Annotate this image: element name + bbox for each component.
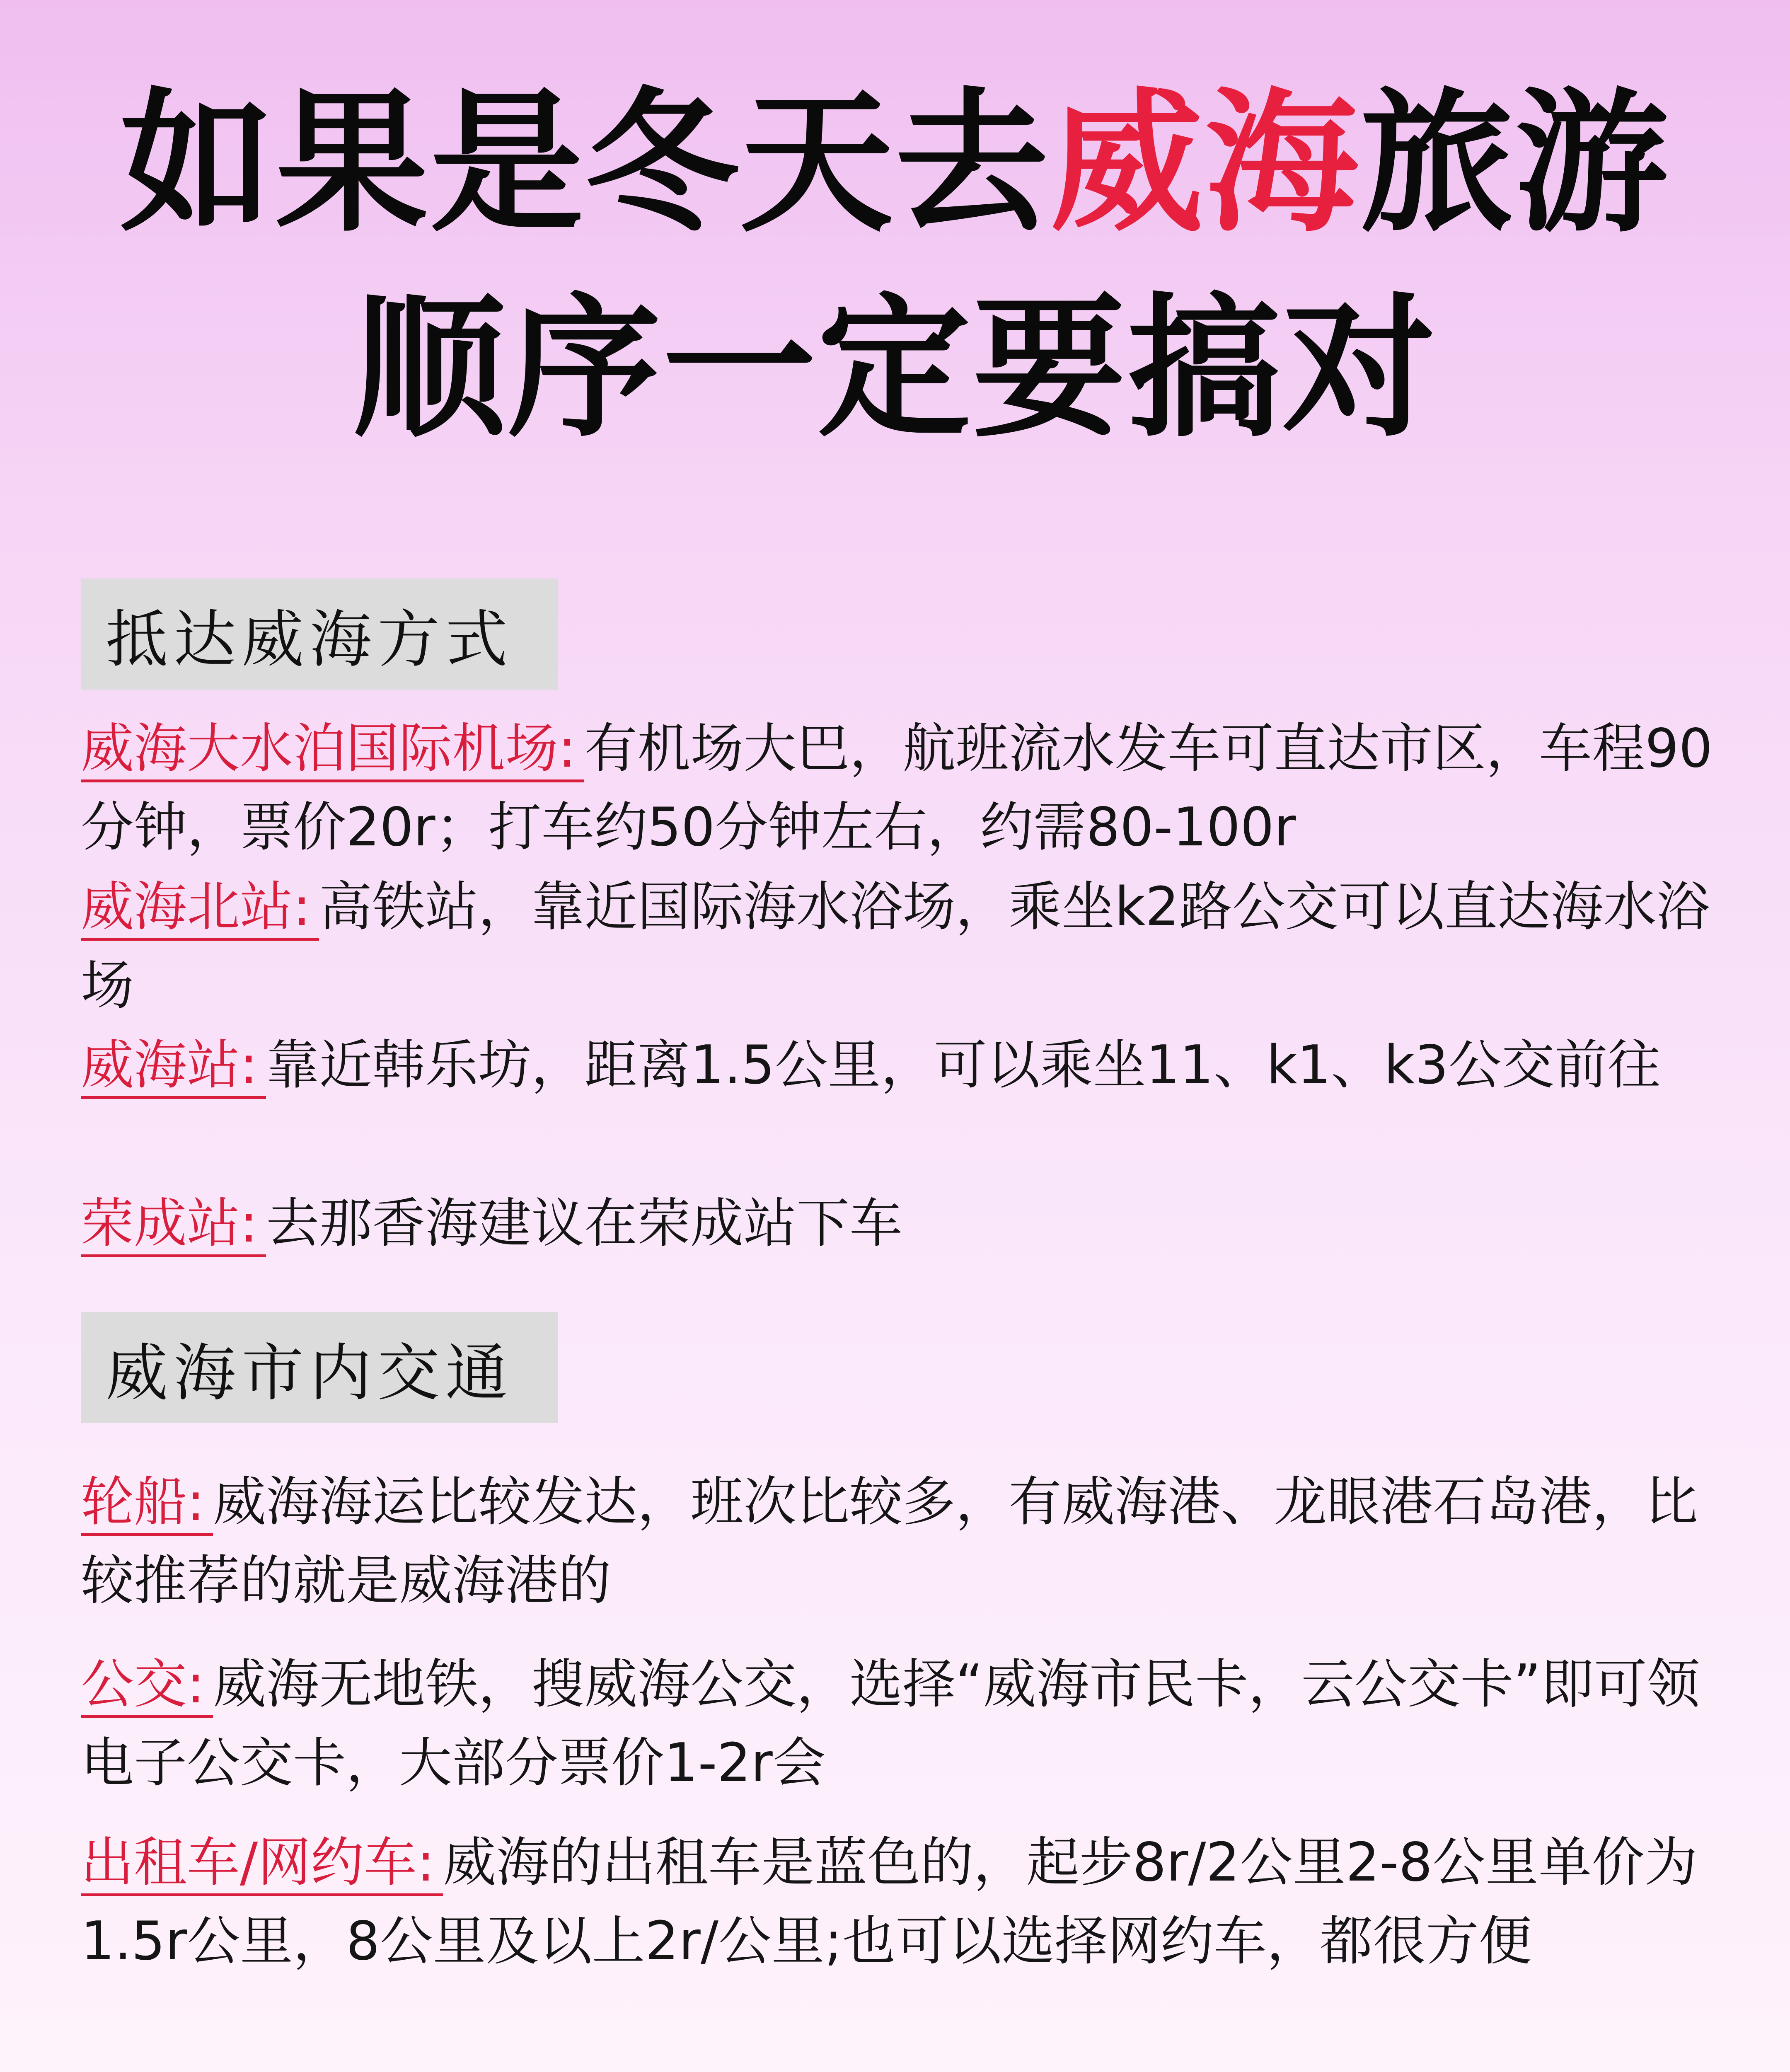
item-text-north-station: 高铁站，靠近国际海水浴场，乘坐k2路公交可以直达海水浴场 (81, 876, 1710, 1017)
item-key-airport: 威海大水泊国际机场: (81, 718, 584, 782)
title-highlight-weihai: 威海 (1050, 75, 1360, 253)
list-item-rongcheng-station (81, 1184, 1738, 1263)
item-text-rongcheng-station: 去那香海建议在荣成站下车 (266, 1193, 903, 1254)
item-key-bus: 公交: (81, 1653, 213, 1718)
list-item-taxi (81, 1823, 1738, 1981)
list-item-airport (81, 709, 1738, 867)
title-text-post: 旅游 (1360, 75, 1670, 253)
item-text-airport: 有机场大巴，航班流水发车可直达市区，车程90分钟，票价20r；打车约50分钟左右，约需80-100r (81, 718, 1713, 858)
page-title-line-2: 顺序一定要搞对 (353, 280, 1437, 458)
item-text-weihai-station: 靠近韩乐坊，距离1.5公里，可以乘坐11、k1、k3公交前往 (266, 1034, 1661, 1096)
item-key-ferry: 轮船: (81, 1471, 213, 1536)
item-text-taxi: 威海的出租车是蓝色的，起步8r/2公里2-8公里单价为1.5r公里，8公里及以上2r/公里;也可以选择网约车，都很方便 (81, 1832, 1698, 1972)
item-key-north-station: 威海北站: (81, 876, 319, 941)
section-header-city-transport: 威海市内交通 (81, 1312, 558, 1423)
section-header-arrival: 抵达威海方式 (81, 579, 558, 690)
item-key-taxi: 出租车/网约车: (81, 1832, 443, 1896)
item-text-ferry: 威海海运比较发达，班次比较多，有威海港、龙眼港石岛港，比较推荐的就是威海港的 (81, 1471, 1698, 1612)
item-text-bus: 威海无地铁，搜威海公交，选择“威海市民卡，云公交卡”即可领电子公交卡，大部分票价1-2r会 (81, 1653, 1700, 1794)
page-title-line-1 (0, 64, 1790, 263)
list-item-bus (81, 1645, 1738, 1803)
list-item-ferry (81, 1463, 1738, 1620)
item-key-rongcheng-station: 荣成站: (81, 1193, 266, 1257)
list-item-weihai-station (81, 1026, 1738, 1105)
item-key-weihai-station: 威海站: (81, 1034, 266, 1099)
list-item-north-station (81, 868, 1738, 1025)
title-text-pre: 如果是冬天去 (120, 75, 1050, 253)
